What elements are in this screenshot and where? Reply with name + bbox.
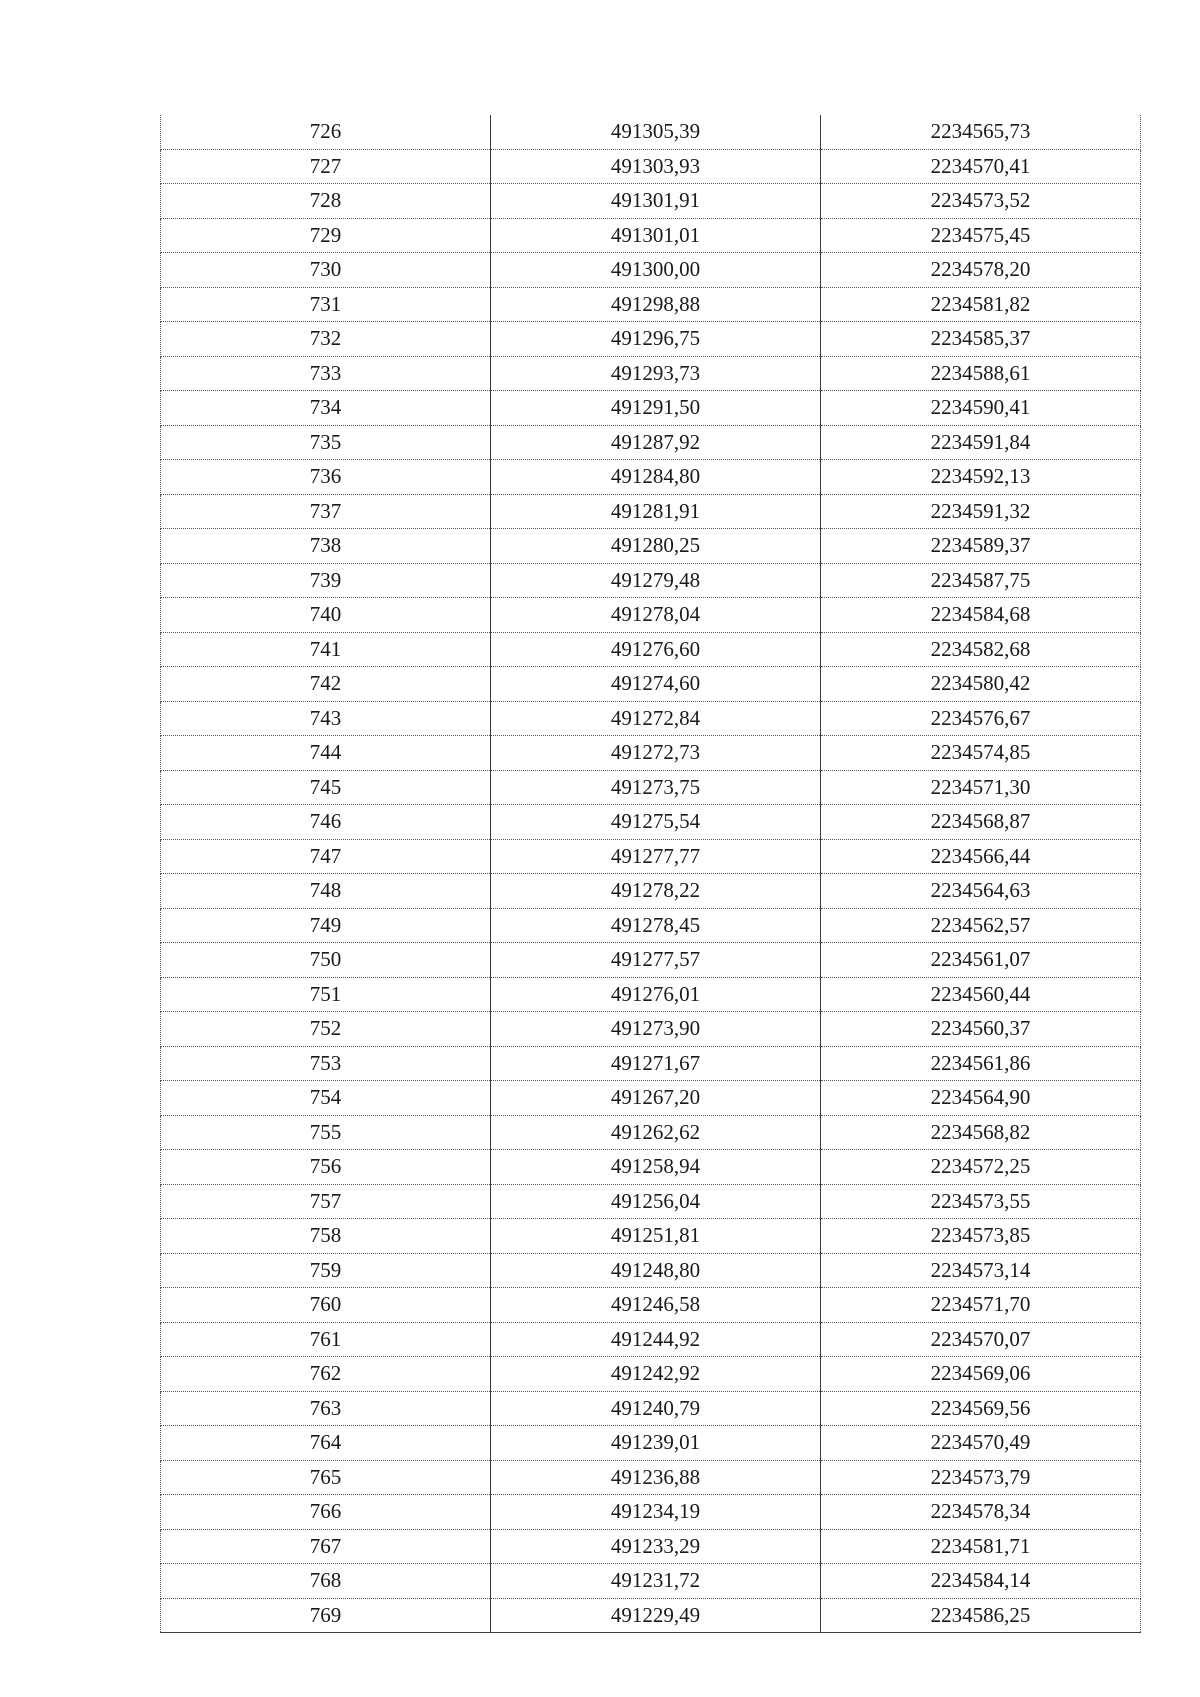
table-row xyxy=(161,460,1141,495)
x-coordinate-cell: 491242,92 xyxy=(491,1357,821,1392)
table-row xyxy=(161,701,1141,736)
x-coordinate-cell: 491287,92 xyxy=(491,425,821,460)
table-row xyxy=(161,943,1141,978)
point-number-cell: 738 xyxy=(161,529,491,564)
y-coordinate-cell: 2234568,82 xyxy=(821,1115,1141,1150)
x-coordinate-cell: 491298,88 xyxy=(491,287,821,322)
x-coordinate-cell: 491293,73 xyxy=(491,356,821,391)
table-row xyxy=(161,425,1141,460)
y-coordinate-cell: 2234585,37 xyxy=(821,322,1141,357)
table-row xyxy=(161,908,1141,943)
y-coordinate-cell: 2234591,32 xyxy=(821,494,1141,529)
y-coordinate-cell: 2234561,86 xyxy=(821,1046,1141,1081)
table-row xyxy=(161,1598,1141,1633)
table-row xyxy=(161,1495,1141,1530)
table-row xyxy=(161,1564,1141,1599)
point-number-cell: 763 xyxy=(161,1391,491,1426)
y-coordinate-cell: 2234564,90 xyxy=(821,1081,1141,1116)
x-coordinate-cell: 491305,39 xyxy=(491,115,821,149)
y-coordinate-cell: 2234584,14 xyxy=(821,1564,1141,1599)
x-coordinate-cell: 491229,49 xyxy=(491,1598,821,1633)
y-coordinate-cell: 2234591,84 xyxy=(821,425,1141,460)
table-row xyxy=(161,322,1141,357)
point-number-cell: 727 xyxy=(161,149,491,184)
table-row xyxy=(161,598,1141,633)
table-row xyxy=(161,391,1141,426)
table-row xyxy=(161,253,1141,288)
point-number-cell: 736 xyxy=(161,460,491,495)
y-coordinate-cell: 2234570,41 xyxy=(821,149,1141,184)
y-coordinate-cell: 2234576,67 xyxy=(821,701,1141,736)
table-row xyxy=(161,356,1141,391)
point-number-cell: 759 xyxy=(161,1253,491,1288)
point-number-cell: 746 xyxy=(161,805,491,840)
point-number-cell: 754 xyxy=(161,1081,491,1116)
y-coordinate-cell: 2234590,41 xyxy=(821,391,1141,426)
x-coordinate-cell: 491231,72 xyxy=(491,1564,821,1599)
x-coordinate-cell: 491273,75 xyxy=(491,770,821,805)
point-number-cell: 752 xyxy=(161,1012,491,1047)
point-number-cell: 764 xyxy=(161,1426,491,1461)
point-number-cell: 743 xyxy=(161,701,491,736)
point-number-cell: 768 xyxy=(161,1564,491,1599)
table-row xyxy=(161,805,1141,840)
y-coordinate-cell: 2234582,68 xyxy=(821,632,1141,667)
table-row xyxy=(161,1460,1141,1495)
point-number-cell: 729 xyxy=(161,218,491,253)
point-number-cell: 742 xyxy=(161,667,491,702)
table-row xyxy=(161,770,1141,805)
point-number-cell: 750 xyxy=(161,943,491,978)
point-number-cell: 744 xyxy=(161,736,491,771)
y-coordinate-cell: 2234564,63 xyxy=(821,874,1141,909)
y-coordinate-cell: 2234572,25 xyxy=(821,1150,1141,1185)
point-number-cell: 741 xyxy=(161,632,491,667)
y-coordinate-cell: 2234584,68 xyxy=(821,598,1141,633)
table-row xyxy=(161,1219,1141,1254)
x-coordinate-cell: 491262,62 xyxy=(491,1115,821,1150)
y-coordinate-cell: 2234569,06 xyxy=(821,1357,1141,1392)
x-coordinate-cell: 491278,22 xyxy=(491,874,821,909)
y-coordinate-cell: 2234592,13 xyxy=(821,460,1141,495)
y-coordinate-cell: 2234570,49 xyxy=(821,1426,1141,1461)
table-row xyxy=(161,287,1141,322)
point-number-cell: 747 xyxy=(161,839,491,874)
x-coordinate-cell: 491271,67 xyxy=(491,1046,821,1081)
y-coordinate-cell: 2234573,79 xyxy=(821,1460,1141,1495)
y-coordinate-cell: 2234565,73 xyxy=(821,115,1141,149)
x-coordinate-cell: 491240,79 xyxy=(491,1391,821,1426)
y-coordinate-cell: 2234561,07 xyxy=(821,943,1141,978)
y-coordinate-cell: 2234560,37 xyxy=(821,1012,1141,1047)
point-number-cell: 755 xyxy=(161,1115,491,1150)
table-row xyxy=(161,1529,1141,1564)
point-number-cell: 731 xyxy=(161,287,491,322)
table-row xyxy=(161,1115,1141,1150)
y-coordinate-cell: 2234589,37 xyxy=(821,529,1141,564)
table-row xyxy=(161,1184,1141,1219)
y-coordinate-cell: 2234573,14 xyxy=(821,1253,1141,1288)
x-coordinate-cell: 491248,80 xyxy=(491,1253,821,1288)
x-coordinate-cell: 491273,90 xyxy=(491,1012,821,1047)
x-coordinate-cell: 491277,57 xyxy=(491,943,821,978)
point-number-cell: 740 xyxy=(161,598,491,633)
y-coordinate-cell: 2234569,56 xyxy=(821,1391,1141,1426)
y-coordinate-cell: 2234587,75 xyxy=(821,563,1141,598)
x-coordinate-cell: 491301,91 xyxy=(491,184,821,219)
x-coordinate-cell: 491236,88 xyxy=(491,1460,821,1495)
x-coordinate-cell: 491278,45 xyxy=(491,908,821,943)
point-number-cell: 735 xyxy=(161,425,491,460)
table-row xyxy=(161,218,1141,253)
point-number-cell: 748 xyxy=(161,874,491,909)
y-coordinate-cell: 2234574,85 xyxy=(821,736,1141,771)
table-row xyxy=(161,632,1141,667)
point-number-cell: 756 xyxy=(161,1150,491,1185)
point-number-cell: 734 xyxy=(161,391,491,426)
x-coordinate-cell: 491279,48 xyxy=(491,563,821,598)
table-row xyxy=(161,977,1141,1012)
table-row xyxy=(161,1081,1141,1116)
point-number-cell: 762 xyxy=(161,1357,491,1392)
x-coordinate-cell: 491275,54 xyxy=(491,805,821,840)
x-coordinate-cell: 491251,81 xyxy=(491,1219,821,1254)
x-coordinate-cell: 491272,73 xyxy=(491,736,821,771)
table-row xyxy=(161,1357,1141,1392)
x-coordinate-cell: 491276,60 xyxy=(491,632,821,667)
x-coordinate-cell: 491233,29 xyxy=(491,1529,821,1564)
point-number-cell: 769 xyxy=(161,1598,491,1633)
y-coordinate-cell: 2234570,07 xyxy=(821,1322,1141,1357)
x-coordinate-cell: 491256,04 xyxy=(491,1184,821,1219)
point-number-cell: 745 xyxy=(161,770,491,805)
table-row xyxy=(161,1322,1141,1357)
point-number-cell: 767 xyxy=(161,1529,491,1564)
table-row xyxy=(161,115,1141,149)
y-coordinate-cell: 2234573,52 xyxy=(821,184,1141,219)
y-coordinate-cell: 2234581,71 xyxy=(821,1529,1141,1564)
point-number-cell: 761 xyxy=(161,1322,491,1357)
point-number-cell: 737 xyxy=(161,494,491,529)
table-row xyxy=(161,1012,1141,1047)
table-row xyxy=(161,1253,1141,1288)
y-coordinate-cell: 2234586,25 xyxy=(821,1598,1141,1633)
point-number-cell: 765 xyxy=(161,1460,491,1495)
x-coordinate-cell: 491274,60 xyxy=(491,667,821,702)
point-number-cell: 766 xyxy=(161,1495,491,1530)
y-coordinate-cell: 2234573,55 xyxy=(821,1184,1141,1219)
y-coordinate-cell: 2234573,85 xyxy=(821,1219,1141,1254)
y-coordinate-cell: 2234575,45 xyxy=(821,218,1141,253)
point-number-cell: 730 xyxy=(161,253,491,288)
point-number-cell: 739 xyxy=(161,563,491,598)
x-coordinate-cell: 491234,19 xyxy=(491,1495,821,1530)
x-coordinate-cell: 491296,75 xyxy=(491,322,821,357)
x-coordinate-cell: 491303,93 xyxy=(491,149,821,184)
table-row xyxy=(161,1426,1141,1461)
point-number-cell: 733 xyxy=(161,356,491,391)
table-row xyxy=(161,874,1141,909)
y-coordinate-cell: 2234560,44 xyxy=(821,977,1141,1012)
x-coordinate-cell: 491246,58 xyxy=(491,1288,821,1323)
table-row xyxy=(161,736,1141,771)
y-coordinate-cell: 2234581,82 xyxy=(821,287,1141,322)
x-coordinate-cell: 491291,50 xyxy=(491,391,821,426)
y-coordinate-cell: 2234571,70 xyxy=(821,1288,1141,1323)
y-coordinate-cell: 2234578,34 xyxy=(821,1495,1141,1530)
x-coordinate-cell: 491239,01 xyxy=(491,1426,821,1461)
y-coordinate-cell: 2234580,42 xyxy=(821,667,1141,702)
x-coordinate-cell: 491267,20 xyxy=(491,1081,821,1116)
point-number-cell: 760 xyxy=(161,1288,491,1323)
point-number-cell: 732 xyxy=(161,322,491,357)
x-coordinate-cell: 491278,04 xyxy=(491,598,821,633)
x-coordinate-cell: 491281,91 xyxy=(491,494,821,529)
table-row xyxy=(161,494,1141,529)
y-coordinate-cell: 2234578,20 xyxy=(821,253,1141,288)
table-row xyxy=(161,1391,1141,1426)
y-coordinate-cell: 2234568,87 xyxy=(821,805,1141,840)
table-row xyxy=(161,1046,1141,1081)
x-coordinate-cell: 491300,00 xyxy=(491,253,821,288)
y-coordinate-cell: 2234566,44 xyxy=(821,839,1141,874)
y-coordinate-cell: 2234571,30 xyxy=(821,770,1141,805)
table-row xyxy=(161,839,1141,874)
point-number-cell: 753 xyxy=(161,1046,491,1081)
x-coordinate-cell: 491272,84 xyxy=(491,701,821,736)
x-coordinate-cell: 491244,92 xyxy=(491,1322,821,1357)
table-row xyxy=(161,563,1141,598)
table-row xyxy=(161,149,1141,184)
point-number-cell: 758 xyxy=(161,1219,491,1254)
table-row xyxy=(161,1150,1141,1185)
x-coordinate-cell: 491284,80 xyxy=(491,460,821,495)
x-coordinate-cell: 491258,94 xyxy=(491,1150,821,1185)
coordinates-table xyxy=(160,115,1141,1633)
x-coordinate-cell: 491280,25 xyxy=(491,529,821,564)
y-coordinate-cell: 2234562,57 xyxy=(821,908,1141,943)
point-number-cell: 728 xyxy=(161,184,491,219)
y-coordinate-cell: 2234588,61 xyxy=(821,356,1141,391)
x-coordinate-cell: 491301,01 xyxy=(491,218,821,253)
x-coordinate-cell: 491276,01 xyxy=(491,977,821,1012)
coordinates-table-body xyxy=(161,115,1141,1633)
table-row xyxy=(161,1288,1141,1323)
table-row xyxy=(161,184,1141,219)
point-number-cell: 757 xyxy=(161,1184,491,1219)
point-number-cell: 726 xyxy=(161,115,491,149)
point-number-cell: 749 xyxy=(161,908,491,943)
point-number-cell: 751 xyxy=(161,977,491,1012)
table-row xyxy=(161,667,1141,702)
x-coordinate-cell: 491277,77 xyxy=(491,839,821,874)
table-row xyxy=(161,529,1141,564)
